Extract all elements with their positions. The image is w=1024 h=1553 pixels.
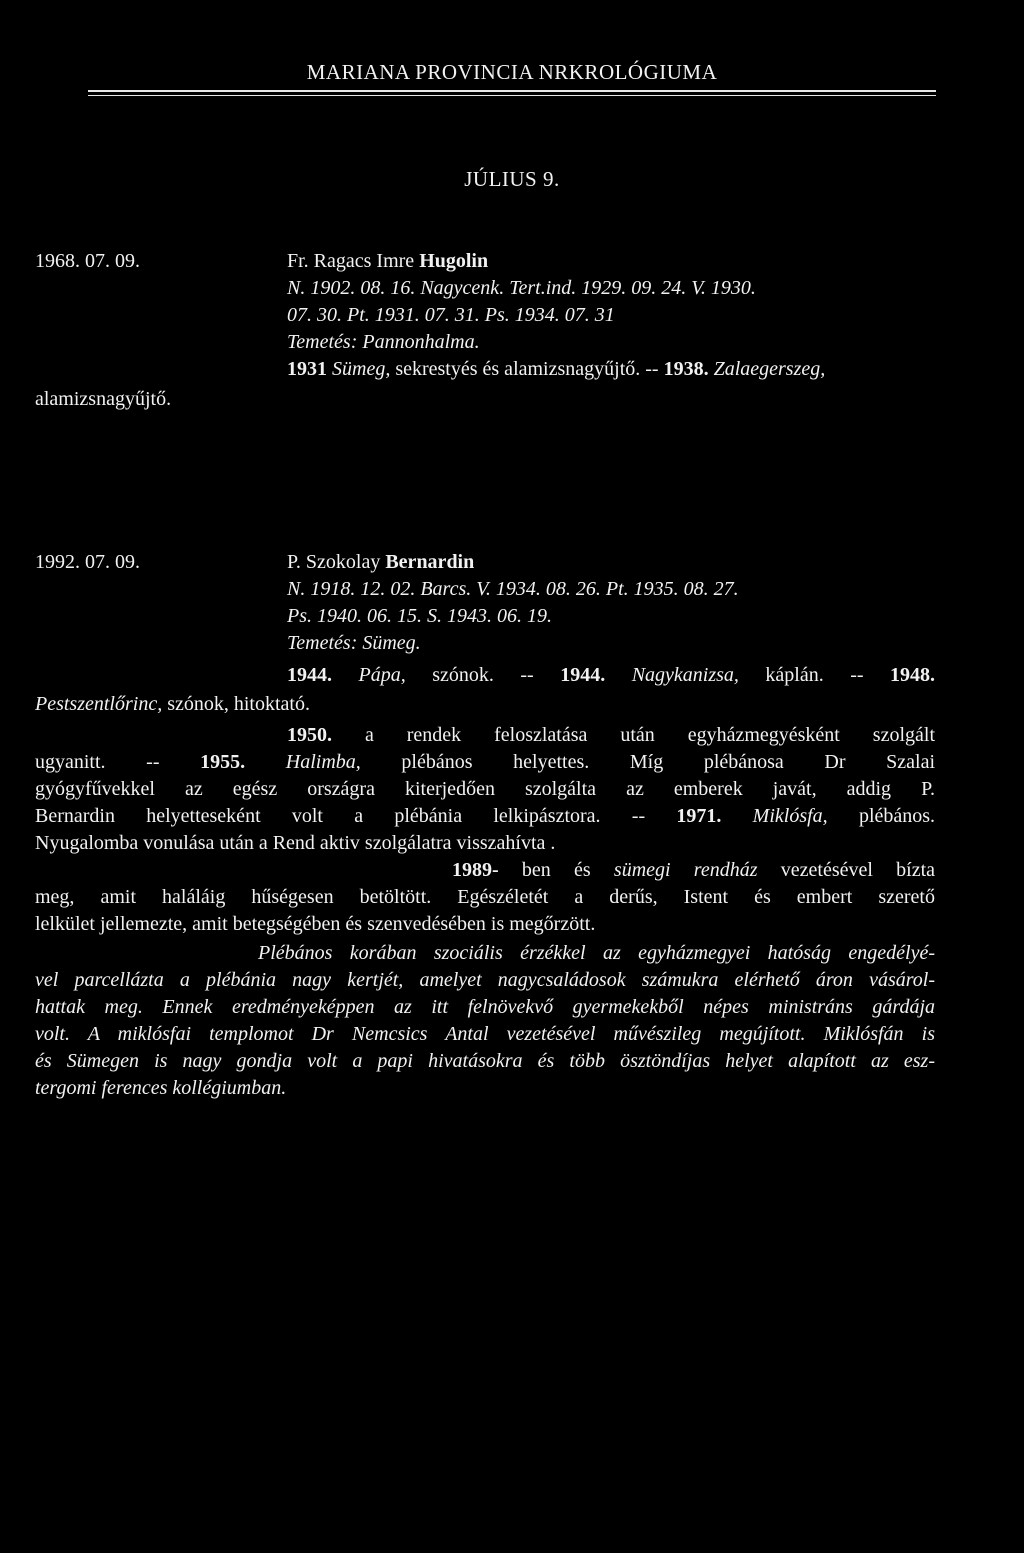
entry2-career-line8	[452, 859, 935, 882]
entry2-career-line9: meg, amit haláláig hűségesen betöltött. Egészéletét a derűs, Istent és embert szerető	[35, 886, 935, 908]
entry2-career-line10: lelkület jellemezte, amit betegségében és szenvedésében is megőrzött.	[35, 913, 596, 935]
entry1-place2: Zalaegerszeg,	[713, 358, 826, 380]
entry1-name-religious: Hugolin	[419, 250, 489, 272]
entry2-career-line5: gyógyfűvekkel az egész országra kiterjedően szolgálta az emberek javát, addig P.	[35, 778, 935, 800]
career-text: szónok, hitoktató.	[167, 693, 310, 715]
career-year: 1944.	[560, 664, 606, 686]
career-text: a rendek feloszlatása után egyházmegyésként szolgált	[364, 724, 935, 746]
entry2-line2: Ps. 1940. 06. 15. S. 1943. 06. 19.	[287, 605, 552, 627]
entry1-career-text1: sekrestyés és alamizsnagyűjtő. --	[395, 358, 659, 380]
career-year: 1971.	[676, 805, 722, 827]
entry2-career-line6	[35, 805, 935, 828]
page-header: MARIANA PROVINCIA NRKROLÓGIUMA	[306, 60, 718, 84]
entry2-career-line4	[35, 751, 935, 774]
career-text: vezetésével bízta	[780, 859, 936, 881]
entry2-funeral: Temetés: Sümeg.	[287, 632, 421, 654]
entry1-funeral: Temetés: Pannonhalma.	[287, 331, 480, 353]
career-place: sümegi rendház	[613, 859, 758, 881]
career-text: ugyanitt. --	[35, 751, 160, 773]
entry2-italic-line1: Plébános korában szociális érzékkel az egyházmegyei hatóság engedélyé-	[258, 942, 935, 964]
career-place: Nagykanizsa,	[631, 664, 739, 686]
career-year: 1948.	[890, 664, 936, 686]
career-text: plébános helyettes. Míg plébánosa Dr Szalai	[401, 751, 936, 773]
career-text: plébános.	[858, 805, 936, 827]
entry2-italic-line4: volt. A miklósfai templomot Dr Nemcsics Antal vezetésével művészileg megújított. Miklósfán is	[35, 1023, 935, 1045]
career-year: 1950.	[287, 724, 332, 746]
entry2-name-prefix: P. Szokolay	[287, 551, 381, 573]
entry2-date: 1992. 07. 09.	[35, 551, 140, 573]
entry2-line1: N. 1918. 12. 02. Barcs. V. 1934. 08. 26. Pt. 1935. 08. 27.	[287, 578, 739, 600]
entry1-year1: 1931	[287, 358, 327, 380]
entry2-career-line7: Nyugalomba vonulása után a Rend aktiv szolgálatra visszahívta .	[35, 832, 556, 854]
career-place: Miklósfa,	[752, 805, 828, 827]
entry2-italic-line3: hattak meg. Ennek eredményeképpen az itt felnövekvő gyermekekből népes ministráns gárdája	[35, 996, 935, 1018]
entry1-line2: 07. 30. Pt. 1931. 07. 31. Ps. 1934. 07. 31	[287, 304, 615, 326]
entry2-italic-line6: tergomi ferences kollégiumban.	[35, 1077, 287, 1099]
career-place: Halimba,	[285, 751, 361, 773]
career-text: ben és	[521, 859, 591, 881]
career-text: káplán. --	[765, 664, 864, 686]
entry2-name-religious: Bernardin	[385, 551, 475, 573]
career-place: Pápa,	[358, 664, 406, 686]
entry2-career-line1	[287, 664, 935, 687]
career-year: 1955.	[200, 751, 246, 773]
entry1-continuation: alamizsnagyűjtő.	[35, 388, 172, 410]
career-year: 1989-	[452, 859, 499, 881]
career-text: szónok. --	[432, 664, 534, 686]
entry1-place1: Sümeg,	[332, 358, 391, 380]
entry2-italic-line2: vel parcellázta a plébánia nagy kertjét, amelyet nagycsaládosok számukra elérhető áron vásárol-	[35, 969, 935, 991]
entry1-name	[287, 250, 488, 273]
entry1-year2: 1938.	[663, 358, 709, 380]
entry2-name	[287, 551, 474, 574]
entry1-career	[287, 358, 825, 381]
header-rule-thick	[88, 90, 936, 92]
entry2-career-line2	[35, 693, 310, 716]
career-year: 1944.	[287, 664, 332, 686]
career-text: Bernardin helyetteseként volt a plébánia lelkipásztora. --	[35, 805, 646, 827]
career-place: Pestszentlőrinc,	[35, 693, 163, 715]
day-heading: JÚLIUS 9.	[464, 167, 560, 191]
header-rule-thin	[88, 95, 936, 96]
entry1-line1: N. 1902. 08. 16. Nagycenk. Tert.ind. 1929. 09. 24. V. 1930.	[287, 277, 756, 299]
entry2-italic-line5: és Sümegen is nagy gondja volt a papi hivatásokra és több ösztöndíjas helyet alapított az esz-	[35, 1050, 935, 1072]
entry1-name-prefix: Fr. Ragacs Imre	[287, 250, 415, 272]
entry1-date: 1968. 07. 09.	[35, 250, 140, 272]
entry2-career-line3	[287, 724, 935, 747]
